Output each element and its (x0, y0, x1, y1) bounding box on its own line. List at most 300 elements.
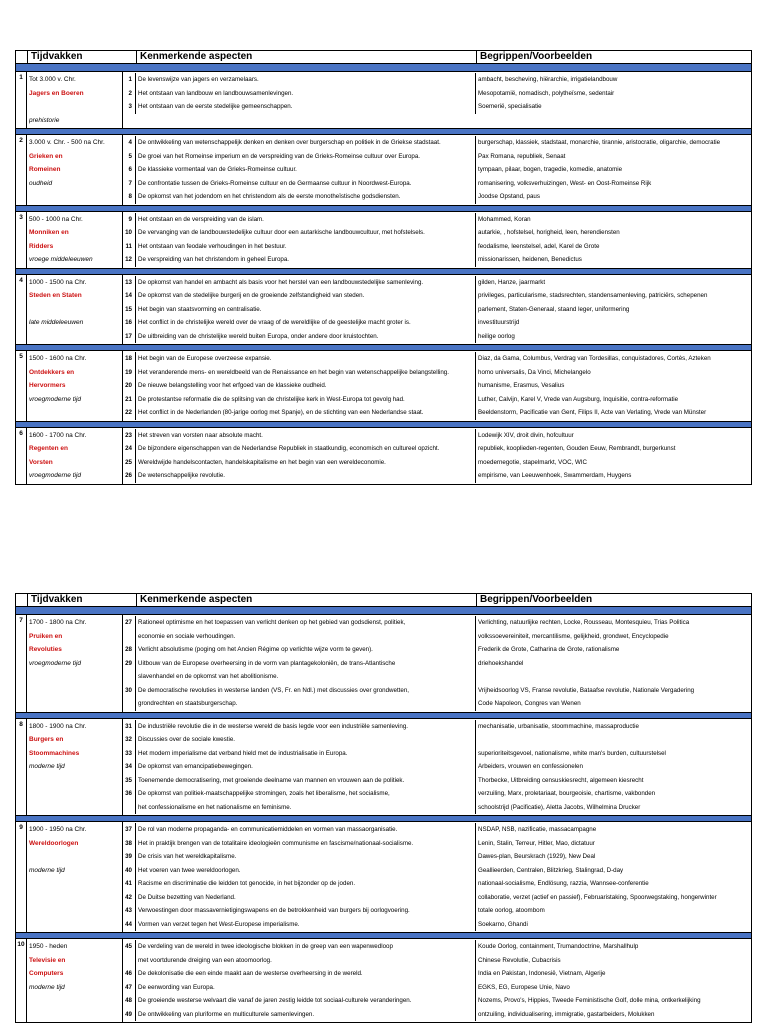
aspect-text: De dekolonisatie die een einde maakt aan de westerse overheersing in de wereld. (136, 967, 476, 981)
concepts-text: superioriteitsgevoel, nationalisme, white man's burden, cultuurstelsel (478, 749, 666, 757)
aspect-row (123, 429, 751, 443)
aspect-row (123, 850, 751, 864)
header-band (16, 64, 751, 72)
period-block (16, 275, 751, 346)
period-era: vroege middeleeuwen (29, 256, 93, 263)
header-spacer (16, 594, 27, 606)
concepts-text: Verlichting, natuurlijke rechten, Locke, Rousseau, Montesquieu, Trias Politica (478, 619, 690, 626)
period-block (16, 719, 751, 817)
concepts-text: Vrijheidsoorlog VS, Franse revolutie, Bataafse revolutie, Nationale Vergadering (478, 686, 695, 694)
concepts-text: parlement, Staten-Generaal, staand leger, uniformering (478, 305, 630, 313)
aspect-text: slavenhandel en de opkomst van het abolitionisme. (136, 670, 476, 684)
aspect-text: Vormen van verzet tegen het West-Europese imperialisme. (136, 918, 476, 932)
aspect-row (123, 289, 751, 303)
aspect-text: De uitbreiding van de christelijke wereld buiten Europa, onder andere door kruistochten. (136, 330, 476, 344)
period-name: Ontdekkers en (29, 368, 75, 376)
aspect-text: economie en sociale verhoudingen. (136, 630, 476, 644)
aspect-row (123, 190, 751, 204)
period-number: 8 (16, 719, 27, 816)
aspect-text: De opkomst van de stedelijke burgerij en de groeiende zelfstandigheid van steden. (136, 289, 476, 303)
concepts-text: humanisme, Erasmus, Vesalius (478, 382, 565, 389)
aspect-text: Het begin van staatsvorming en centralisatie. (136, 303, 476, 317)
aspect-number: 46 (123, 967, 136, 981)
period-block (16, 351, 751, 422)
period-number: 9 (16, 822, 27, 932)
aspect-text: De groei van het Romeinse imperium en de verspreiding van de Grieks-Romeinse cultuur over Europa. (136, 150, 476, 164)
aspect-number: 27 (123, 616, 136, 630)
concepts-text: collaboratie, verzet (actief en passief), Februaristaking, Spoorwegstaking, hongerwinter (478, 893, 717, 901)
concepts-text: autarkie, , hofstelsel, horigheid, leen, herendiensten (478, 229, 620, 236)
header-period: Tijdvakken (27, 51, 123, 63)
concepts-text: India en Pakistan, Indonesië, Vietnam, Algerije (478, 970, 606, 977)
aspect-row (123, 747, 751, 761)
period-number: 10 (16, 939, 27, 1022)
concepts-text: Lodewijk XIV, droit divin, hofcultuur (478, 431, 574, 439)
concepts-text: empirisme, van Leeuwenhoek, Swammerdam, Huygens (478, 472, 632, 479)
aspect-rows (123, 822, 751, 932)
header-spacer (123, 51, 136, 63)
aspect-number: 8 (123, 190, 136, 204)
concepts-text: Diaz, da Gama, Columbus, Verdrag van Tordesillas, conquistadores, Cortès, Azteken (478, 355, 711, 362)
period-number: 4 (16, 275, 27, 345)
aspect-row (123, 330, 751, 344)
concepts-text: republiek, kooplieden-regenten, Gouden Eeuw, Rembrandt, burgerkunst (478, 445, 676, 452)
aspect-row (123, 904, 751, 918)
period-era: moderne tijd (29, 983, 65, 991)
concepts-text: Thorbecke, Uitbreiding censuskiesrecht, algemeen kiesrecht (478, 776, 644, 784)
concepts-text: romanisering, volksverhuizingen, West- en Oost-Romeinse Rijk (478, 179, 652, 187)
history-table-2 (15, 593, 752, 1023)
concepts-text: Koude Oorlog, containment, Trumandoctrine, Marshallhulp (478, 943, 639, 950)
aspect-row (123, 100, 751, 114)
aspect-text: Rationeel optimisme en het toepassen van verlicht denken op het gebied van godsdienst, politiek, (136, 616, 476, 630)
aspect-text: Het ontstaan van landbouw en landbouwsamenlevingen. (136, 87, 476, 101)
aspect-number: 29 (123, 657, 136, 671)
aspect-text: Het modern imperialisme dat verband hield met de industrialisatie in Europa. (136, 747, 476, 761)
period-block (16, 212, 751, 269)
concepts-text: verzuiling, Marx, proletariaat, bourgeoisie, chartisme, vakbonden (478, 790, 656, 797)
table-header (16, 51, 751, 64)
aspect-row (123, 994, 751, 1008)
aspect-row (123, 787, 751, 801)
header-band (16, 607, 751, 615)
period-name: Steden en Staten (29, 292, 82, 299)
concepts-text: Dawes-plan, Beurskrach (1929), New Deal (478, 853, 596, 860)
aspect-number: 22 (123, 406, 136, 420)
concepts-text (476, 670, 751, 684)
aspect-number: 3 (123, 100, 136, 114)
aspect-row (123, 240, 751, 254)
aspect-number: 19 (123, 366, 136, 380)
aspect-row (123, 163, 751, 177)
aspect-row (123, 316, 751, 330)
period-name: Stoommachines (29, 749, 80, 757)
concepts-text: schoolstrijd (Pacificatie), Aletta Jacobs, Wilhelmina Drucker (478, 803, 641, 811)
aspect-rows (123, 719, 751, 816)
aspect-row (123, 670, 751, 684)
aspect-number: 42 (123, 891, 136, 905)
aspect-text: De protestantse reformatie die de splitsing van de christelijke kerk in West-Europa tot gevolg had. (136, 393, 476, 407)
aspect-row (123, 864, 751, 878)
concepts-text: gilden, Hanze, jaarmarkt (478, 278, 546, 286)
aspect-row (123, 136, 751, 150)
aspect-rows (123, 939, 751, 1022)
concepts-text: tympaan, pilaar, bogen, tragedie, komedie, anatomie (478, 166, 623, 173)
concepts-text: investituurstrijd (478, 319, 520, 326)
aspect-text: Verwoestingen door massavernietigingswapens en de betrokkenheid van burgers bij oorlogvoering. (136, 904, 476, 918)
aspect-number: 35 (123, 774, 136, 788)
aspect-text: De nieuwe belangstelling voor het erfgoed van de klassieke oudheid. (136, 379, 476, 393)
aspect-number: 17 (123, 330, 136, 344)
period-range: 500 - 1000 na Chr. (29, 215, 83, 223)
aspect-rows (123, 135, 751, 205)
period-era: vroegmoderne tijd (29, 659, 82, 667)
period-name: Computers (29, 970, 64, 977)
concepts-text (476, 733, 751, 747)
period-number: 6 (16, 428, 27, 484)
aspect-number (123, 801, 136, 815)
concepts-text: homo universalis, Da Vinci, Michelangelo (478, 368, 591, 376)
aspect-rows (123, 615, 751, 712)
aspect-row (123, 616, 751, 630)
period-name (29, 850, 120, 864)
aspect-row (123, 406, 751, 420)
aspect-text: Racisme en discriminatie die leidden tot genocide, in het bijzonder op de joden. (136, 877, 476, 891)
concepts-text: Geallieerden, Centralen, Blitzkrieg, Stalingrad, D-day (478, 866, 624, 874)
aspect-number: 15 (123, 303, 136, 317)
aspect-text: Het ontstaan van de eerste stedelijke gemeenschappen. (136, 100, 476, 114)
aspect-number: 1 (123, 73, 136, 87)
aspect-number: 40 (123, 864, 136, 878)
aspect-text: De opkomst van politiek-maatschappelijke stromingen, zoals het liberalisme, het socialisme, (136, 787, 476, 801)
aspect-number: 45 (123, 940, 136, 954)
aspect-row (123, 276, 751, 290)
aspect-text: Verlicht absolutisme (poging om het Ancien Régime op verlichte wijze vorm te geven). (136, 643, 476, 657)
aspect-text: De bijzondere eigenschappen van de Nederlandse Republiek in staatkundig, economisch en cultureel opzicht. (136, 442, 476, 456)
aspect-number (123, 630, 136, 644)
aspect-row (123, 918, 751, 932)
aspect-text: De opkomst van emancipatiebewegingen. (136, 760, 476, 774)
aspect-row (123, 760, 751, 774)
aspect-number: 44 (123, 918, 136, 932)
aspect-row (123, 657, 751, 671)
concepts-text: Frederik de Grote, Catharina de Grote, rationalisme (478, 646, 620, 653)
period-name: Pruiken en (29, 632, 63, 640)
aspect-row (123, 303, 751, 317)
aspect-number: 16 (123, 316, 136, 330)
period-number: 2 (16, 135, 27, 205)
aspect-row (123, 469, 751, 483)
aspect-text: Het conflict in de Nederlanden (80-jarige oorlog met Spanje), en de stichting van een Nederlandse staat. (136, 406, 476, 420)
aspect-text: met voortdurende dreiging van een atoomoorlog. (136, 954, 476, 968)
period-info (27, 72, 123, 128)
aspect-row (123, 697, 751, 711)
aspect-row (123, 1008, 751, 1022)
aspect-number: 36 (123, 787, 136, 801)
period-number: 5 (16, 351, 27, 421)
concepts-text: Joodse Opstand, paus (478, 193, 540, 200)
period-era: vroegmoderne tijd (29, 395, 82, 403)
aspect-number: 18 (123, 352, 136, 366)
aspect-rows (123, 212, 751, 268)
aspect-text: Het ontstaan van feodale verhoudingen in het bestuur. (136, 240, 476, 254)
aspect-row (123, 352, 751, 366)
aspect-text: Wereldwijde handelscontacten, handelskapitalisme en het begin van een wereldeconomie. (136, 456, 476, 470)
aspect-row (123, 87, 751, 101)
aspect-number: 39 (123, 850, 136, 864)
period-info (27, 939, 123, 1022)
concepts-text: Arbeiders, vrouwen en confessionelen (478, 763, 583, 770)
aspect-row (123, 150, 751, 164)
aspect-text: De eenwording van Europa. (136, 981, 476, 995)
header-concepts: Begrippen/Voorbeelden (476, 51, 751, 63)
aspect-text: Uitbouw van de Europese overheersing in de vorm van plantagekoloniën, de trans-Atlantische (136, 657, 476, 671)
period-range: 1600 - 1700 na Chr. (29, 431, 87, 439)
aspect-number: 32 (123, 733, 136, 747)
period-info (27, 615, 123, 712)
header-spacer (16, 51, 27, 63)
aspect-number: 26 (123, 469, 136, 483)
table-header (16, 594, 751, 607)
concepts-text: Mesopotamië, nomadisch, polytheïsme, sedentair (478, 89, 615, 97)
period-range: 1000 - 1500 na Chr. (29, 278, 87, 286)
history-table-1 (15, 50, 752, 485)
concepts-text: Luther, Calvijn, Karel V, Vrede van Augsburg, Inquisitie, contra-reformatie (478, 395, 679, 403)
aspect-number: 23 (123, 429, 136, 443)
aspect-text: De ontwikkeling van wetenschappelijk denken en denken over burgerschap en politiek in de Griekse stadstaat. (136, 136, 476, 150)
aspect-row (123, 442, 751, 456)
aspect-number: 33 (123, 747, 136, 761)
concepts-text: Nozems, Provo's, Hippies, Tweede Feministische Golf, dolle mina, ontkerkelijking (478, 997, 701, 1004)
aspect-number: 5 (123, 150, 136, 164)
aspect-row (123, 877, 751, 891)
aspect-number: 24 (123, 442, 136, 456)
aspect-row (123, 823, 751, 837)
aspect-number: 13 (123, 276, 136, 290)
period-info (27, 275, 123, 345)
period-range: 1500 - 1600 na Chr. (29, 355, 87, 362)
aspect-row (123, 733, 751, 747)
concepts-text: feodalisme, leenstelsel, adel, Karel de Grote (478, 242, 600, 250)
aspect-text: De crisis van het wereldkapitalisme. (136, 850, 476, 864)
period-range: 1950 - heden (29, 943, 68, 950)
aspect-number: 37 (123, 823, 136, 837)
aspect-number (123, 670, 136, 684)
aspect-text: Het veranderende mens- en wereldbeeld van de Renaissance en het begin van wetenschappelijke belangstelling. (136, 366, 476, 380)
period-block (16, 939, 751, 1022)
aspect-row (123, 393, 751, 407)
concepts-text: heilige oorlog (478, 332, 515, 340)
aspect-row (123, 366, 751, 380)
period-name: Ridders (29, 242, 54, 250)
period-name: Burgers en (29, 736, 64, 743)
period-range: 1800 - 1900 na Chr. (29, 722, 87, 730)
aspect-text: Het streven van vorsten naar absolute macht. (136, 429, 476, 443)
concepts-text: burgerschap, klassiek, stadstaat, monarchie, tirannie, aristocratie, oligarchie, democratie (478, 139, 721, 146)
aspect-number: 47 (123, 981, 136, 995)
period-era: moderne tijd (29, 763, 65, 770)
concepts-text: moedernegotie, stapelmarkt, VOC, WIC (478, 458, 588, 466)
concepts-text: Mohammed, Koran (478, 215, 531, 223)
header-concepts: Begrippen/Voorbeelden (476, 594, 751, 606)
period-range: 3.000 v. Chr. - 500 na Chr. (29, 139, 105, 146)
period-era: prehistorie (29, 116, 60, 124)
aspect-number: 6 (123, 163, 136, 177)
period-number: 1 (16, 72, 27, 128)
aspect-text: Discussies over de sociale kwestie. (136, 733, 476, 747)
aspect-text: De opkomst van handel en ambacht als basis voor het herstel van een landbouwstedelijke samenleving. (136, 276, 476, 290)
aspect-row (123, 456, 751, 470)
aspect-row (123, 630, 751, 644)
aspect-row (123, 720, 751, 734)
aspect-text: De ontwikkeling van pluriforme en multiculturele samenlevingen. (136, 1008, 476, 1022)
aspect-number: 43 (123, 904, 136, 918)
concepts-text: privileges, particularisme, stadsrechten, standensamenleving, patriciërs, schepenen (478, 292, 708, 299)
period-name (29, 100, 120, 114)
period-info (27, 719, 123, 816)
aspect-number: 30 (123, 684, 136, 698)
aspect-number: 9 (123, 213, 136, 227)
period-block (16, 135, 751, 206)
aspect-text: De opkomst van het jodendom en het christendom als de eerste monotheïstische godsdiensten. (136, 190, 476, 204)
aspect-number: 21 (123, 393, 136, 407)
header-period: Tijdvakken (27, 594, 123, 606)
aspect-row (123, 891, 751, 905)
concepts-text: Pax Romana, republiek, Senaat (478, 152, 566, 160)
header-spacer (123, 594, 136, 606)
aspect-number: 4 (123, 136, 136, 150)
aspect-number: 14 (123, 289, 136, 303)
period-block (16, 428, 751, 484)
concepts-text: mechanisatie, urbanisatie, stoommachine, massaproductie (478, 722, 639, 730)
aspect-row (123, 954, 751, 968)
concepts-text: ambacht, bescheving, hiërarchie, irrigatielandbouw (478, 76, 618, 83)
concepts-text: Soemerië, specialisatie (478, 103, 542, 110)
concepts-text: Code Napoleon, Congres van Wenen (478, 700, 581, 707)
period-name: Wereldoorlogen (29, 839, 79, 847)
aspect-number: 11 (123, 240, 136, 254)
aspect-number: 34 (123, 760, 136, 774)
aspect-row (123, 177, 751, 191)
aspect-number: 38 (123, 837, 136, 851)
aspect-rows (123, 351, 751, 421)
period-name: Televisie en (29, 956, 66, 964)
period-range: Tot 3.000 v. Chr. (29, 76, 76, 83)
concepts-text: NSDAP, NSB, nazificatie, massacampagne (478, 826, 597, 833)
period-info (27, 135, 123, 205)
period-block (16, 72, 751, 129)
period-name: Jagers en Boeren (29, 89, 84, 97)
concepts-text: missionarissen, heidenen, Benedictus (478, 256, 582, 263)
aspect-text: De groeiende westerse welvaart die vanaf de jaren zestig leidde tot sociaal-culturele veranderingen. (136, 994, 476, 1008)
aspect-text: De verdeling van de wereld in twee ideologische blokken in de greep van een wapenwedloop (136, 940, 476, 954)
period-era: oudheid (29, 179, 53, 187)
concepts-text: Chinese Revolutie, Cubacrisis (478, 956, 561, 964)
aspect-row (123, 379, 751, 393)
aspect-row (123, 643, 751, 657)
aspect-row (123, 774, 751, 788)
period-info (27, 351, 123, 421)
period-name: Regenten en (29, 445, 69, 452)
aspect-text: De rol van moderne propaganda- en communicatiemiddelen en vormen van massaorganisatie. (136, 823, 476, 837)
header-aspects: Kenmerkende aspecten (136, 51, 476, 63)
aspect-number: 31 (123, 720, 136, 734)
aspect-number (123, 954, 136, 968)
aspect-text: Het begin van de Europese overzeese expansie. (136, 352, 476, 366)
concepts-text: nationaal-socialisme, Endlösung, razzia, Wannsee-conferentie (478, 880, 649, 887)
aspect-text: De democratische revoluties in westerse landen (VS, Fr. en Ndl.) met discussies over grondwetten, (136, 684, 476, 698)
aspect-text: De verspreiding van het christendom in geheel Europa. (136, 253, 476, 267)
concepts-text: Soekarno, Ghandi (478, 920, 528, 928)
concepts-text: volkssoevereiniteit, mercantilisme, gelijkheid, grondwet, Encyclopedie (478, 632, 669, 640)
aspect-number: 20 (123, 379, 136, 393)
period-name: Romeinen (29, 166, 61, 173)
aspect-number: 48 (123, 994, 136, 1008)
aspect-text: Toenemende democratisering, met groeiende deelname van mannen en vrouwen aan de politiek. (136, 774, 476, 788)
aspect-number: 41 (123, 877, 136, 891)
period-name: Vorsten (29, 458, 53, 466)
concepts-text: driehoekshandel (478, 659, 524, 667)
aspect-text: De industriële revolutie die in de westerse wereld de basis legde voor een industriële samenleving. (136, 720, 476, 734)
aspect-text: De wetenschappelijke revolutie. (136, 469, 476, 483)
aspect-text: Het conflict in de christelijke wereld over de vraag of de wereldlijke of de geestelijke macht groter is. (136, 316, 476, 330)
concepts-text: Beeldenstorm, Pacificatie van Gent, Filips II, Acte van Verlating, Vrede van Münster (478, 409, 707, 416)
concepts-text: ontzuiling, individualisering, immigratie, gastarbeiders, Molukken (478, 1010, 655, 1018)
concepts-text: totale oorlog, atoombom (478, 907, 545, 914)
header-aspects: Kenmerkende aspecten (136, 594, 476, 606)
period-number: 7 (16, 615, 27, 712)
aspect-text: Het ontstaan en de verspreiding van de islam. (136, 213, 476, 227)
period-name: Grieken en (29, 152, 63, 160)
concepts-text: EGKS, EG, Europese Unie, Navo (478, 983, 570, 991)
aspect-row (123, 684, 751, 698)
aspect-row (123, 981, 751, 995)
period-info (27, 822, 123, 932)
period-info (27, 428, 123, 484)
period-name: Monniken en (29, 229, 69, 236)
aspect-text: grondrechten en staatsburgerschap. (136, 697, 476, 711)
aspect-row (123, 801, 751, 815)
aspect-rows (123, 72, 751, 128)
aspect-rows (123, 428, 751, 484)
period-era: vroegmoderne tijd (29, 472, 82, 479)
period-info (27, 212, 123, 268)
aspect-text: het confessionalisme en het nationalisme en feminisme. (136, 801, 476, 815)
aspect-row (123, 73, 751, 87)
aspect-text: De levenswijze van jagers en verzamelaars. (136, 73, 476, 87)
aspect-number: 10 (123, 226, 136, 240)
aspect-rows (123, 275, 751, 345)
aspect-row (123, 226, 751, 240)
aspect-number: 25 (123, 456, 136, 470)
aspect-number: 49 (123, 1008, 136, 1022)
aspect-row (123, 940, 751, 954)
aspect-number: 2 (123, 87, 136, 101)
period-era: late middeleeuwen (29, 319, 84, 326)
aspect-text: De vervanging van de landbouwstedelijke cultuur door een autarkische landbouwcultuur, met hofstelsels. (136, 226, 476, 240)
concepts-text: Lenin, Stalin, Terreur, Hitler, Mao, dictatuur (478, 839, 595, 847)
period-name: Hervormers (29, 382, 66, 389)
aspect-row (123, 213, 751, 227)
aspect-text: De confrontatie tussen de Grieks-Romeinse cultuur en de Germaanse cultuur in Noordwest-Europa. (136, 177, 476, 191)
aspect-row (123, 253, 751, 267)
period-name: Revoluties (29, 646, 62, 653)
aspect-row (123, 967, 751, 981)
period-name (29, 303, 120, 317)
aspect-text: Het voeren van twee wereldoorlogen. (136, 864, 476, 878)
aspect-number: 7 (123, 177, 136, 191)
period-number: 3 (16, 212, 27, 268)
